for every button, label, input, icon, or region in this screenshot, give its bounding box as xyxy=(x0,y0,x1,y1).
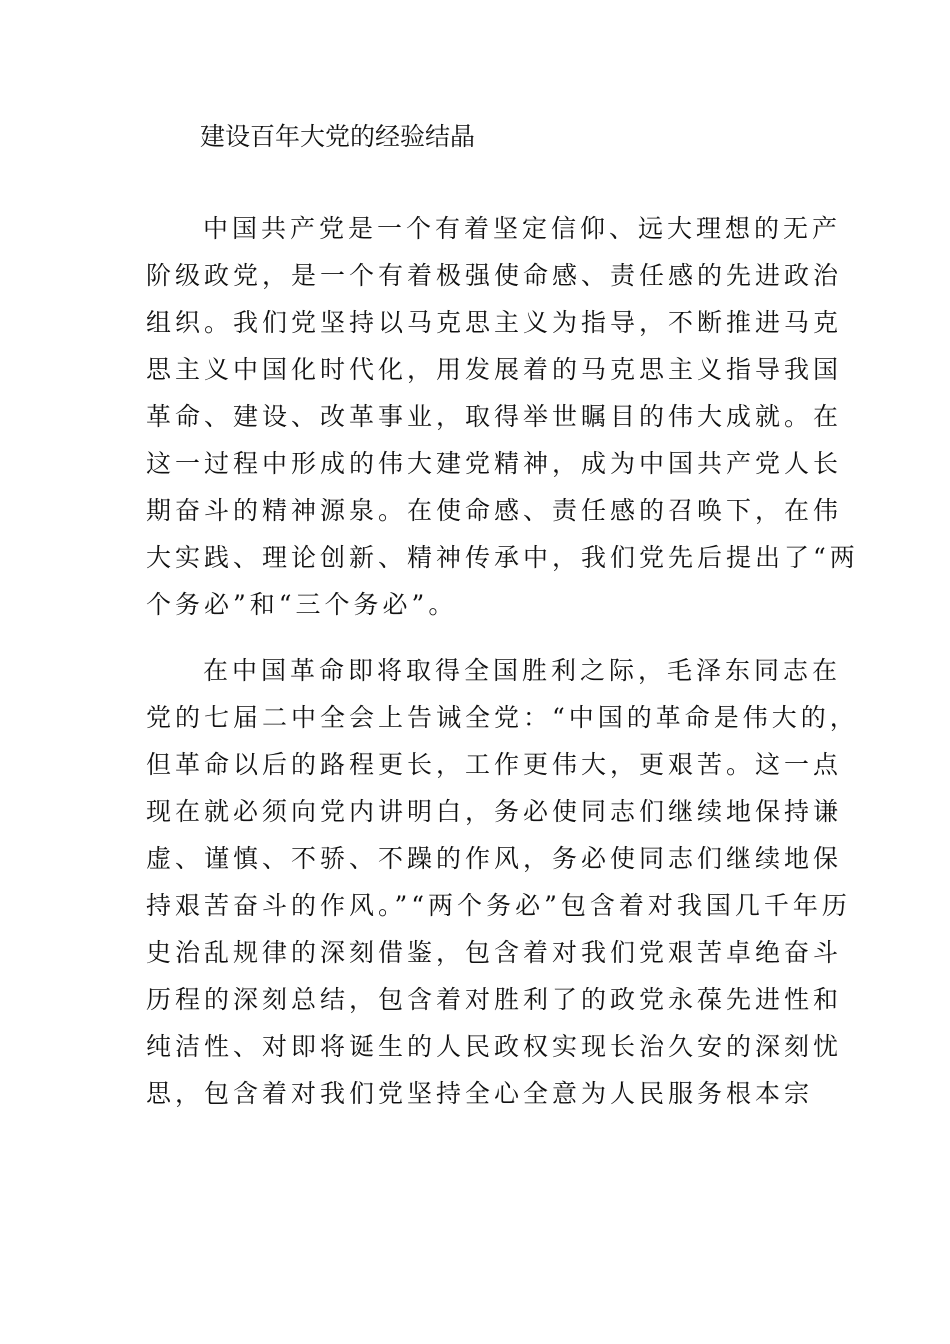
paragraph-line: 持艰苦奋斗的作风。”“两个务必”包含着对我国几千年历 xyxy=(146,891,851,920)
paragraph-line: 这一过程中形成的伟大建党精神，成为中国共产党人长 xyxy=(146,449,843,478)
paragraph-line: 个务必”和“三个务必”。 xyxy=(146,590,458,619)
paragraph-line: 在中国革命即将取得全国胜利之际，毛泽东同志在 xyxy=(203,656,842,685)
paragraph-2 xyxy=(146,647,859,1117)
document-title: 建设百年大党的经验结晶 xyxy=(200,122,476,151)
paragraph-line: 思主义中国化时代化，用发展着的马克思主义指导我国 xyxy=(146,355,843,384)
paragraph-line: 史治乱规律的深刻借鉴，包含着对我们党艰苦卓绝奋斗 xyxy=(146,938,843,967)
paragraph-line: 大实践、理论创新、精神传承中，我们党先后提出了“两 xyxy=(146,543,859,572)
paragraph-line: 虚、谨慎、不骄、不躁的作风，务必使同志们继续地保 xyxy=(146,844,843,873)
paragraph-line: 党的七届二中全会上告诫全党：“中国的革命是伟大的， xyxy=(146,703,859,732)
paragraph-line: 纯洁性、对即将诞生的人民政权实现长治久安的深刻忧 xyxy=(146,1032,843,1061)
paragraph-line: 现在就必须向党内讲明白，务必使同志们继续地保持谦 xyxy=(146,797,843,826)
paragraph-1 xyxy=(146,205,859,628)
paragraph-line: 中国共产党是一个有着坚定信仰、远大理想的无产 xyxy=(203,214,842,243)
paragraph-line: 阶级政党，是一个有着极强使命感、责任感的先进政治 xyxy=(146,261,843,290)
paragraph-line: 革命、建设、改革事业，取得举世瞩目的伟大成就。在 xyxy=(146,402,843,431)
paragraph-line: 但革命以后的路程更长，工作更伟大，更艰苦。这一点 xyxy=(146,750,843,779)
paragraph-line: 历程的深刻总结，包含着对胜利了的政党永葆先进性和 xyxy=(146,985,843,1014)
paragraph-line: 期奋斗的精神源泉。在使命感、责任感的召唤下，在伟 xyxy=(146,496,843,525)
paragraph-line: 思，包含着对我们党坚持全心全意为人民服务根本宗 xyxy=(146,1079,814,1108)
paragraph-line: 组织。我们党坚持以马克思主义为指导，不断推进马克 xyxy=(146,308,843,337)
